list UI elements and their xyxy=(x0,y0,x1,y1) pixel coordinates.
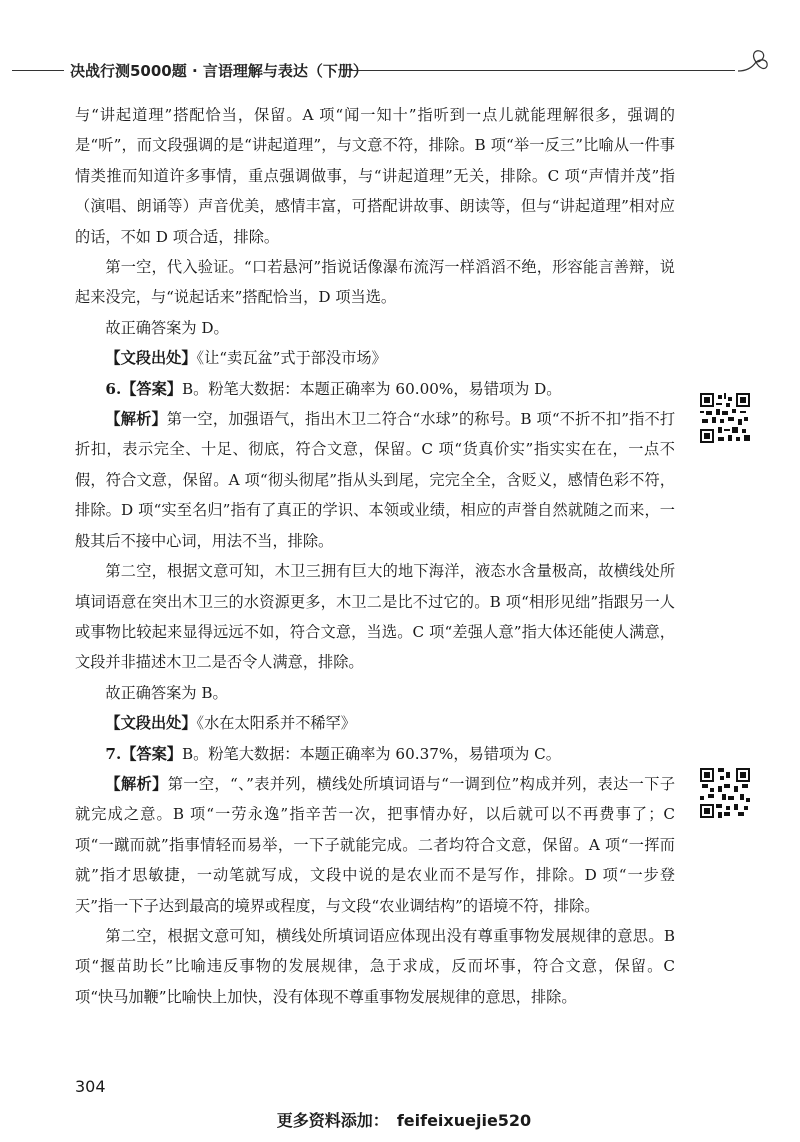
page-header xyxy=(0,58,800,84)
header-title: 决战行测5000题 · 言语理解与表达（下册） xyxy=(70,62,368,80)
paragraph-explanation-7: 【解析】第一空，“、”表并列，横线处所填词语与“一调到位”构成并列，表达一下子就完成之意。B 项“一劳永逸”指辛苦一次，把事情办好，以后就可以不再费事了；C 项“一蹴而就”指事情轻而易举，一下子就能完成。二者均符合文意，保留。A 项“一挥而就”指才思敏捷，一动笔就写成，文段中说的是农业而不是写作，排除。D 项“一步登天”指一下子达到最高的境界或程度，与文段“农业调结构”的语境不符，排除。 xyxy=(75,774,676,915)
qr-code-icon[interactable] xyxy=(700,393,750,443)
paragraph-answer-b: 故正确答案为 B。 xyxy=(105,683,228,702)
paragraph-explanation-7b: 第二空，根据文意可知，横线处所填词语应体现出没有尊重事物发展规律的意思。B 项“揠苗助长”比喻违反事物的发展规律，急于求成，反而坏事，符合文意，保留。C 项“快马加鞭”比喻快上加快，没有体现不尊重事物发展规律的意思，排除。 xyxy=(75,926,675,1006)
paragraph-answer-d: 故正确答案为 D。 xyxy=(105,318,229,337)
paragraph-answer-7: 7.【答案】B。粉笔大数据：本题正确率为 60.37%，易错项为 C。 xyxy=(105,744,561,763)
footer-value: feifeixuejie520 xyxy=(396,1111,532,1130)
paragraph-analysis-blank1: 第一空，代入验证。“口若悬河”指说话像瀑布流泻一样滔滔不绝，形容能言善辩，说起来没完，与“说起话来”搭配恰当，D 项当选。 xyxy=(75,258,675,307)
paragraph-explanation-6b: 第二空，根据文意可知，木卫三拥有巨大的地下海洋，液态水含量极高，故横线处所填词语意在突出木卫三的水资源更多，木卫二是比不过它的。B 项“相形见绌”指跟另一人或事物比较起来显得远远不如，符合文意，当选。C 项“差强人意”指大体还能使人满意，文段并非描述木卫二是否令人满意，排除。 xyxy=(75,562,675,672)
page-content xyxy=(75,100,675,1012)
footer-label: 更多资料添加： xyxy=(276,1111,389,1130)
paragraph-source-2: 【文段出处】《水在太阳系并不稀罕》 xyxy=(105,714,356,733)
footer-banner xyxy=(0,1108,800,1131)
paragraph-explanation-6: 【解析】第一空，加强语气，指出木卫二符合“水球”的称号。B 项“不折不扣”指不打折扣，表示完全、十足、彻底，符合文意，保留。C 项“货真价实”指实实在在，一点不假，符合文意，保留。A 项“彻头彻尾”指从头到尾，完完全全，含贬义，感情色彩不符，排除。D 项“实至名归”指有了真正的学识、本领或业绩，相应的声誉自然就随之而来，一般其后不接中心词，用法不当，排除。 xyxy=(75,410,676,550)
page-number: 304 xyxy=(75,1077,106,1096)
paragraph-answer-6: 6.【答案】B。粉笔大数据：本题正确率为 60.00%，易错项为 D。 xyxy=(105,379,562,398)
paragraph-continuation: 与“讲起道理”搭配恰当，保留。A 项“闻一知十”指听到一点儿就能理解很多，强调的是“听”，而文段强调的是“讲起道理”，与文意不符，排除。B 项“举一反三”比喻从一件事情类推而知道许多事情，重点强调做事，与“讲起道理”无关，排除。C 项“声情并茂”指（演唱、朗诵等）声音优美，感情丰富，可搭配讲故事、朗读等，但与“讲起道理”相对应的话，不如 D 项合适，排除。 xyxy=(75,106,675,246)
paragraph-source-1: 【文段出处】《让“卖瓦盆”式于部没市场》 xyxy=(105,349,387,368)
header-rule-left xyxy=(12,70,64,71)
leaf-ornament-icon xyxy=(736,46,770,80)
qr-code-icon[interactable] xyxy=(700,768,750,818)
header-rule-right xyxy=(350,70,735,71)
